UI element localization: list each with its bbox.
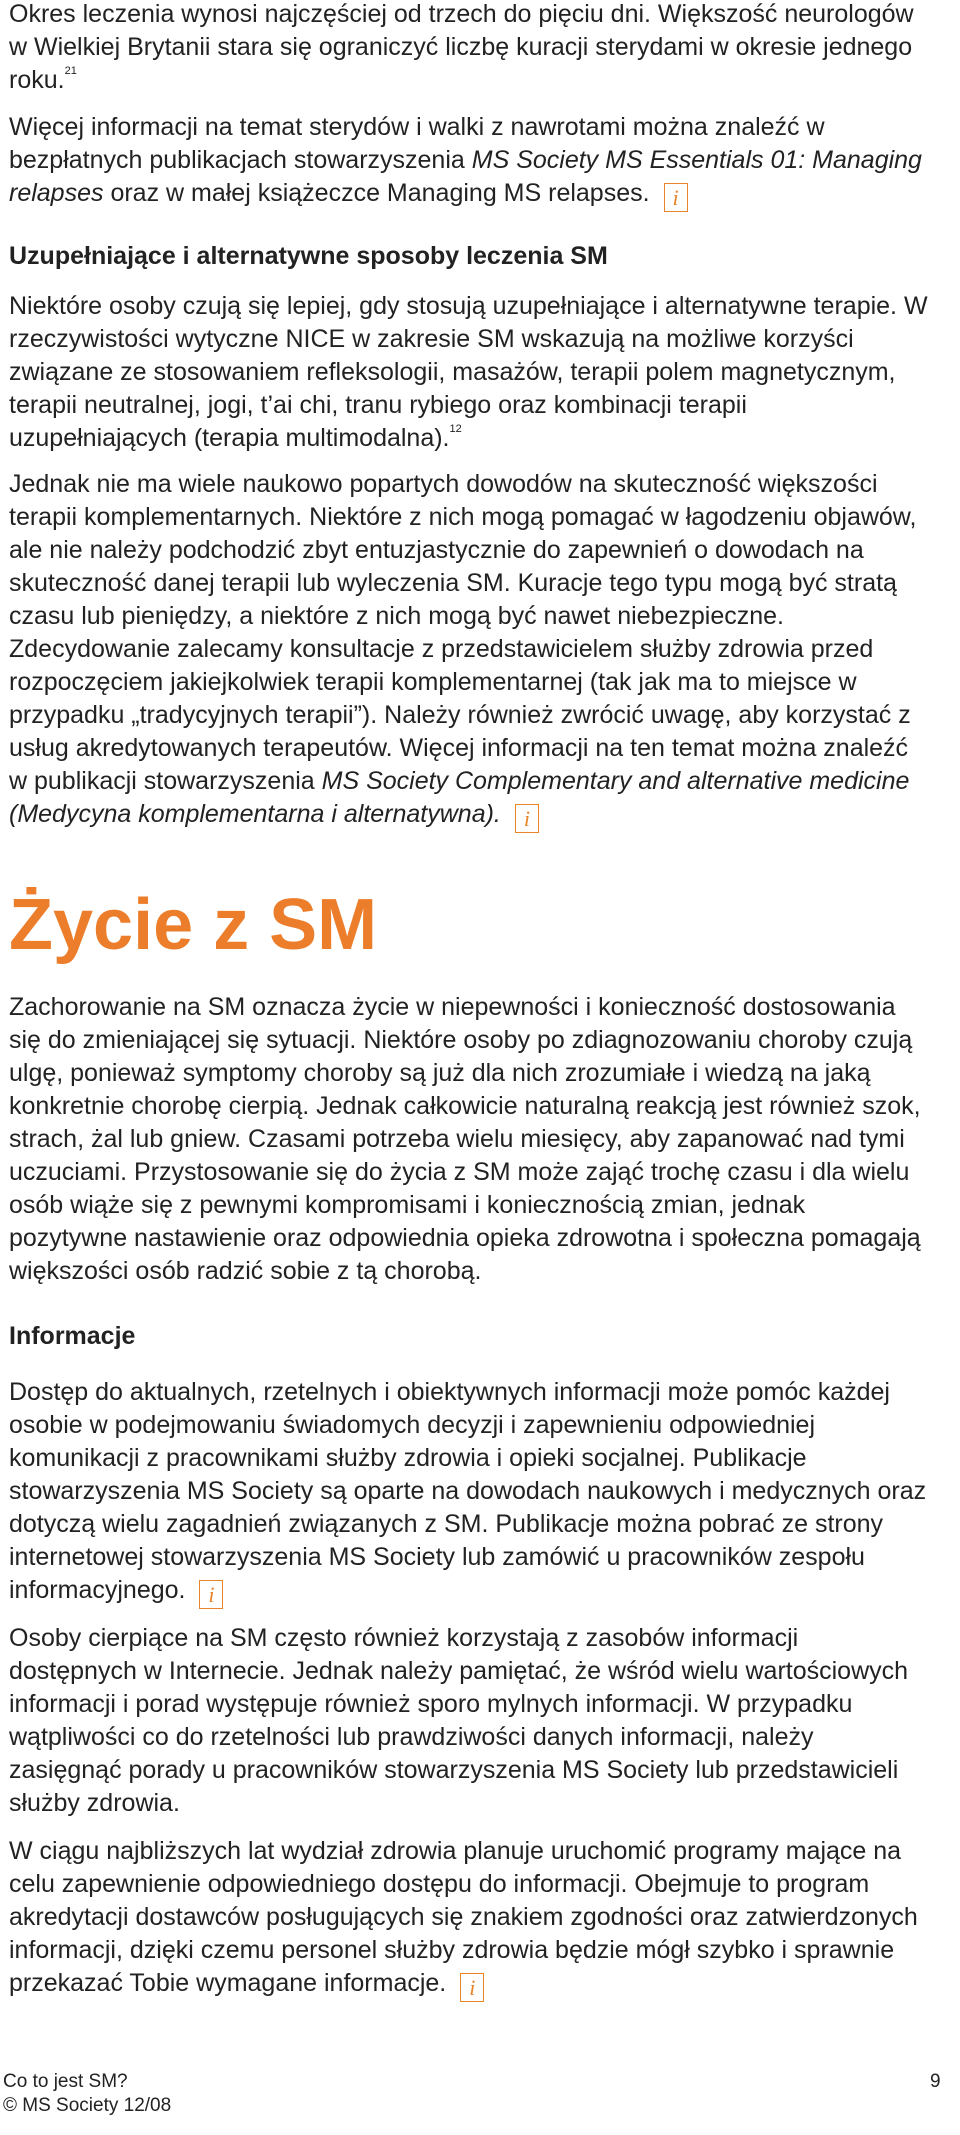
paragraph-information-access: Dostęp do aktualnych, rzetelnych i obiektywnych informacji może pomóc każdej osobie w podejmowaniu świadomych decyzji i zapewnieniu odpowiedniej komunikacji z pracownikami służby zdrowia i opieki socjalnej. Publikacje stowarzyszenia MS Society są oparte na dowodach naukowych i medycznych oraz dotyczą wielu zagadnień związanych z SM. Publikacje można pobrać ze strony internetowej stowarzyszenia MS Society lub zamówić u pracowników zespołu informacyjnego. i [9, 1378, 927, 1607]
info-icon[interactable]: i [460, 1973, 484, 2002]
info-icon[interactable]: i [515, 804, 539, 833]
paragraph-complementary-therapies: Niektóre osoby czują się lepiej, gdy stosują uzupełniające i alternatywne terapie. W rzeczywistości wytyczne NICE w zakresie SM wskazują na możliwe korzyści związane ze stosowaniem refleksologii, masażów, terapii polem magnetycznym, terapii neutralnej, jogi, t’ai chi, tranu rybiego oraz kombinacji terapii uzupełniających (terapia multimodalna).$^{12}$ [9, 292, 928, 452]
footer-title: Co to jest SM? [3, 2071, 128, 2092]
page-number: 9 [930, 2071, 941, 2092]
section-heading-complementary: Uzupełniające i alternatywne sposoby leczenia SM [9, 242, 608, 270]
info-icon[interactable]: i [664, 183, 688, 212]
section-heading-information: Informacje [9, 1322, 136, 1350]
paragraph-internet-resources: Osoby cierpiące na SM często również korzystają z zasobów informacji dostępnych w Internecie. Jednak należy pamiętać, że wśród wielu wartościowych informacji i porad występuje również sporo mylnych informacji. W przypadku wątpliwości co do rzetelności lub prawdziwości danych informacji, należy zasięgnąć porady u pracowników stowarzyszenia MS Society lub przedstawicieli służby zdrowia. [9, 1624, 909, 1817]
paragraph-health-department: W ciągu najbliższych lat wydział zdrowia planuje uruchomić programy mające na celu zapewnienie odpowiedniego dostępu do informacji. Obejmuje to program akredytacji dostawców posługujących się znakiem zgodności oraz zatwierdzonych informacji, dzięki czemu personel służby zdrowia będzie mógł szybko i sprawnie przekazać Tobie wymagane informacje. i [9, 1837, 918, 2000]
page-footer [3, 2070, 171, 2118]
paragraph-scientific-evidence: Jednak nie ma wiele naukowo popartych dowodów na skuteczność większości terapii komplementarnych. Niektóre z nich mogą pomagać w łagodzeniu objawów, ale nie należy podchodzić zbyt entuzjastycznie do zapewnień o dowodach na skuteczność danej terapii lub wyleczenia SM. Kuracje tego typu mogą być stratą czasu lub pieniędzy, a niektóre z nich mogą być nawet niebezpieczne. Zdecydowanie zalecamy konsultacje z przedstawicielem służby zdrowia przed rozpoczęciem jakiejkolwiek terapii komplementarnej (tak jak ma to miejsce w przypadku „tradycyjnych terapii”). Należy również zwrócić uwagę, aby korzystać z usług akredytowanych terapeutów. Więcej informacji na ten temat można znaleźć w publikacji stowarzyszenia MS Society Complementary and alternative medicine (Medycyna komplementarna i alternatywna). i [9, 470, 917, 831]
info-icon[interactable]: i [199, 1580, 223, 1609]
chapter-heading-life-with-ms: Życie z SM [9, 885, 378, 965]
publication-title: MS Society MS Essentials 01: Managing relapses [9, 146, 922, 207]
footer-copyright: © MS Society 12/08 [3, 2095, 172, 2116]
footnote-ref: 12 [449, 423, 462, 435]
publication-title: MS Society Complementary and alternative medicine (Medycyna komplementarna i alternatywna). [9, 767, 910, 828]
footnote-ref: 21 [64, 65, 77, 77]
paragraph-living-with-ms: Zachorowanie na SM oznacza życie w niepewności i konieczność dostosowania się do zmieniającej się sytuacji. Niektóre osoby po zdiagnozowaniu choroby czują ulgę, ponieważ symptomy choroby są już dla nich zrozumiałe i wiedzą na jaką konkretnie chorobę cierpią. Jednak całkowicie naturalną reakcją jest również szok, strach, żal lub gniew. Czasami potrzeba wielu miesięcy, aby zapanować nad tymi uczuciami. Przystosowanie się do życia z SM może zająć trochę czasu i dla wielu osób wiąże się z pewnymi kompromisami i koniecznością zmian, jednak pozytywne nastawienie oraz odpowiednia opieka zdrowotna i społeczna pomagają większości osób radzić sobie z tą chorobą. [9, 993, 921, 1285]
paragraph-treatment-duration: Okres leczenia wynosi najczęściej od trzech do pięciu dni. Większość neurologów w Wielkiej Brytanii stara się ograniczyć liczbę kuracji sterydami w okresie jednego roku.$^{21}$ [9, 0, 914, 94]
paragraph-steroids-info: Więcej informacji na temat sterydów i walki z nawrotami można znaleźć w bezpłatnych publikacjach stowarzyszenia MS Society MS Essentials 01: Managing relapses oraz w małej książeczce Managing MS relapses. i [9, 113, 922, 210]
